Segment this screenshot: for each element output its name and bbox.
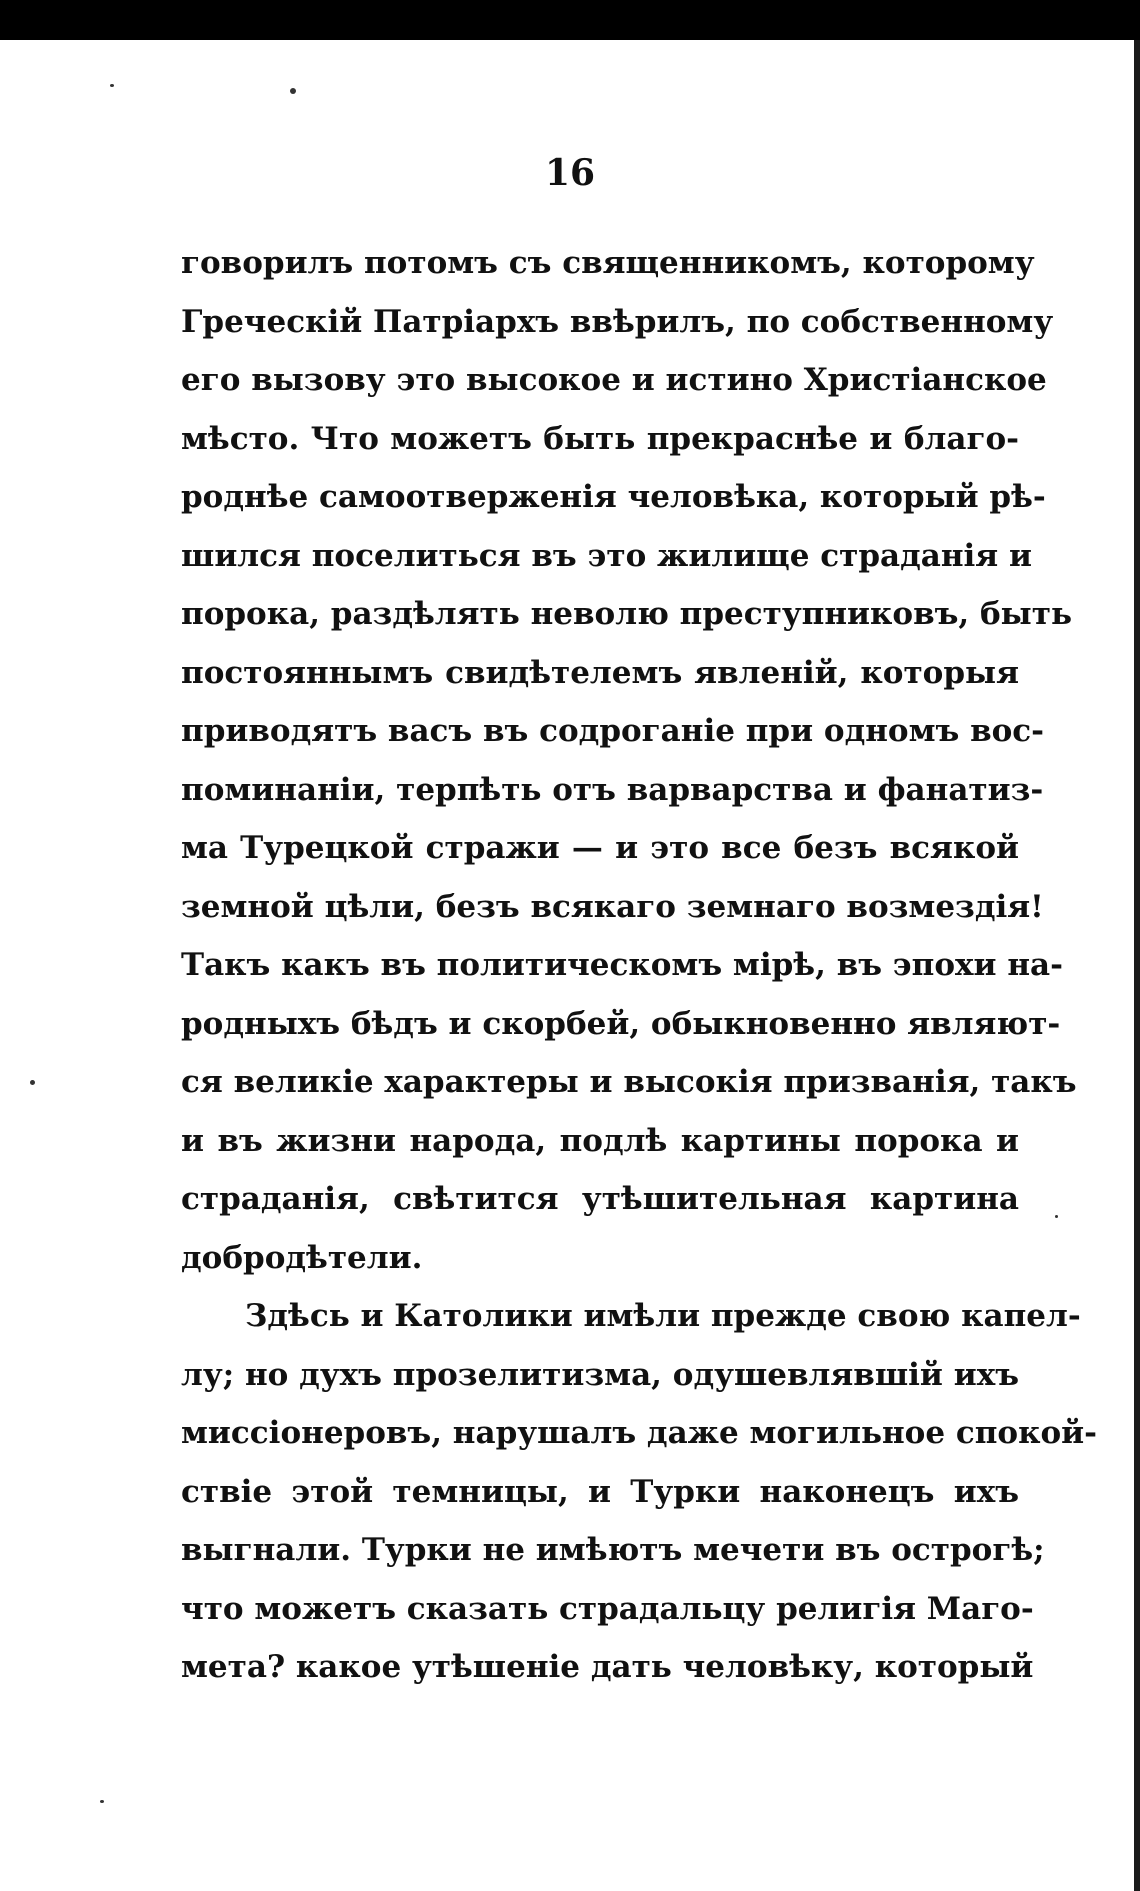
page-number: 16: [544, 152, 596, 194]
text-line: приводятъ васъ въ содроганіе при одномъ вос-: [181, 713, 1045, 749]
text-line: лу; но духъ прозелитизма, одушевлявшій ихъ: [181, 1356, 1019, 1393]
text-line: мѣсто. Что можетъ быть прекраснѣе и благо-: [181, 420, 1019, 457]
text-line: миссіонеровъ, нарушалъ даже могильное спокой-: [181, 1415, 1098, 1451]
scan-speck: [110, 84, 114, 87]
text-line: родныхъ бѣдъ и скорбей, обыкновенно являют-: [181, 1005, 1061, 1042]
text-line: земной цѣли, безъ всякаго земнаго возмездія!: [181, 888, 1044, 925]
text-line: выгнали. Турки не имѣютъ мечети въ острогѣ;: [181, 1532, 1045, 1568]
text-line: его вызову это высокое и истино Христіанское: [181, 362, 1047, 398]
text-line: роднѣе самоотверженія человѣка, который рѣ-: [181, 479, 1046, 515]
text-line: говорилъ потомъ съ священникомъ, которому: [181, 245, 1035, 281]
text-line-paragraph-start: Здѣсь и Католики имѣли прежде свою капел-: [245, 1298, 1081, 1334]
scan-speck: [1055, 1215, 1058, 1218]
text-line-paragraph-end: добродѣтели.: [181, 1239, 423, 1276]
text-line: Греческій Патріархъ ввѣрилъ, по собственному: [181, 303, 1054, 340]
scan-speck: [30, 1080, 35, 1085]
text-line: мета? какое утѣшеніе дать человѣку, который: [181, 1649, 1034, 1685]
text-line: ся великіе характеры и высокія призванія, такъ: [181, 1064, 1077, 1100]
text-line: ма Турецкой стражи — и это все безъ всякой: [181, 830, 1019, 866]
text-line: шился поселиться въ это жилище страданія и: [181, 537, 1032, 574]
text-line: страданія, свѣтится утѣшительная картина: [181, 1181, 1019, 1217]
text-line: ствіе этой темницы, и Турки наконецъ ихъ: [181, 1473, 1019, 1510]
text-line: постояннымъ свидѣтелемъ явленій, которыя: [181, 654, 1019, 691]
scan-top-border: [0, 0, 1140, 40]
body-text: [181, 234, 1098, 1697]
scan-right-border: [1134, 40, 1140, 1891]
text-line: порока, раздѣлять неволю преступниковъ, быть: [181, 596, 1073, 632]
text-line: Такъ какъ въ политическомъ мірѣ, въ эпохи на-: [181, 947, 1063, 983]
text-line: поминаніи, терпѣть отъ варварства и фанатиз-: [181, 771, 1044, 808]
text-line: и въ жизни народа, подлѣ картины порока и: [181, 1122, 1019, 1159]
text-line: что можетъ сказать страдальцу религія Маго-: [181, 1590, 1034, 1627]
scan-speck: [290, 88, 296, 94]
scan-speck: [100, 1800, 104, 1803]
